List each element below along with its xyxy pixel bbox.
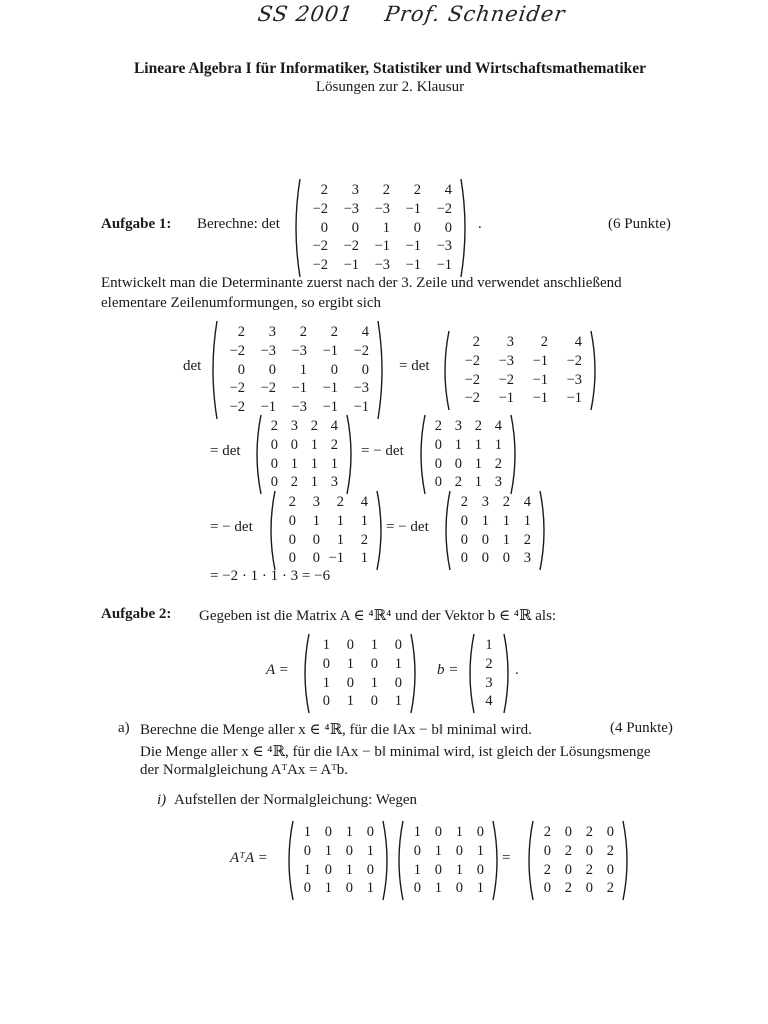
- matrix-entry: −2: [464, 390, 480, 407]
- right-parenthesis: [382, 820, 392, 901]
- matrix-entry: 1: [481, 512, 489, 529]
- matrix-entry: −3: [260, 342, 276, 359]
- matrix-entry: 1: [336, 512, 344, 529]
- matrix-entry: 0: [361, 361, 369, 378]
- matrix-entry: −1: [322, 380, 338, 397]
- matrix-entry: 0: [564, 861, 572, 878]
- matrix-entry: 1: [366, 880, 374, 897]
- matrix-entry: −2: [229, 399, 245, 416]
- matrix-entry: 0: [434, 455, 442, 472]
- left-parenthesis: [300, 633, 310, 714]
- matrix-entry: 0: [394, 637, 402, 653]
- matrix-entry: 2: [494, 455, 502, 472]
- matrix-entry: −3: [291, 399, 307, 416]
- matrix-entry: 0: [460, 512, 468, 529]
- matrix-entry: 0: [370, 693, 378, 710]
- matrix-entry: −2: [312, 200, 328, 217]
- matrix-entry: 3: [268, 324, 276, 340]
- matrix-entry: 3: [485, 674, 493, 691]
- matrix-entry: 1: [382, 219, 390, 236]
- matrix-entry: 1: [346, 655, 354, 672]
- matrix-entry: 2: [270, 418, 278, 434]
- matrix-entry: 0: [288, 550, 296, 567]
- matrix-entry: 0: [290, 436, 298, 453]
- matrix-entry: 1: [290, 455, 298, 472]
- task1-explanation: Entwickelt man die Determinante zuerst nach der 3. Zeile und verwendet anschließend elementare Zeilenumformungen, so ergibt sich: [101, 275, 622, 311]
- matrix-entry: 0: [481, 531, 489, 548]
- matrix-entry: 1: [413, 824, 421, 840]
- matrix-entry: 1: [485, 637, 493, 653]
- matrix-entry: 1: [303, 861, 311, 878]
- matrix-entry: 1: [434, 842, 442, 859]
- matrix-entry: 1: [394, 693, 402, 710]
- matrix-entry: 0: [322, 655, 330, 672]
- matrix-entry: 1: [366, 842, 374, 859]
- matrix-entry: 1: [474, 474, 482, 491]
- matrix-entry: −1: [436, 257, 452, 274]
- matrix-entry: 2: [320, 182, 328, 198]
- matrix-entry: −2: [353, 342, 369, 359]
- matrix-entry: −1: [353, 399, 369, 416]
- right-parenthesis: [590, 330, 600, 411]
- matrix-entry: 0: [502, 550, 510, 567]
- matrix-entry: 2: [540, 334, 548, 350]
- matrix-entry: 0: [460, 550, 468, 567]
- part-a-points: (4 Punkte): [610, 720, 673, 736]
- matrix-entry: 0: [237, 361, 245, 378]
- matrix-entry: 0: [481, 550, 489, 567]
- matrix-entry: 4: [444, 182, 452, 198]
- matrix-entry: 0: [434, 474, 442, 491]
- matrix-entry: 4: [574, 334, 582, 350]
- matrix-entry: 0: [606, 824, 614, 840]
- matrix-entry: 2: [460, 494, 468, 510]
- matrix-entry: −1: [405, 200, 421, 217]
- matrix-entry: −1: [532, 390, 548, 407]
- matrix-entry: −3: [374, 257, 390, 274]
- matrix-entry: −3: [498, 352, 514, 369]
- matrix-entry: 2: [434, 418, 442, 434]
- matrix-entry: 3: [506, 334, 514, 350]
- matrix-entry: 2: [564, 842, 572, 859]
- matrix-entry: −1: [291, 380, 307, 397]
- matrix-entry: 1: [322, 637, 330, 653]
- matrix-entry: 0: [454, 455, 462, 472]
- matrix-entry: 2: [330, 436, 338, 453]
- matrix-entry: 3: [454, 418, 462, 434]
- matrix-entry: 2: [502, 494, 510, 510]
- matrix-entry: 1: [312, 512, 320, 529]
- matrix-entry: 0: [543, 842, 551, 859]
- right-parenthesis: [539, 490, 549, 571]
- matrix-entry: 0: [444, 219, 452, 236]
- matrix-entry: 3: [481, 494, 489, 510]
- matrix-entry: −2: [436, 200, 452, 217]
- matrix-entry: 0: [345, 842, 353, 859]
- matrix-entry: 0: [268, 361, 276, 378]
- matrix-entry: 0: [346, 674, 354, 691]
- matrix-entry: 2: [523, 531, 531, 548]
- matrix-entry: 2: [382, 182, 390, 198]
- matrix-entry: −3: [291, 342, 307, 359]
- matrix-entry: 3: [523, 550, 531, 567]
- matrix-entry: 0: [322, 693, 330, 710]
- matrix-entry: 0: [270, 474, 278, 491]
- matrix-entry: 1: [299, 361, 307, 378]
- matrix-entry: 1: [360, 512, 368, 529]
- matrix-entry: 4: [330, 418, 338, 434]
- right-parenthesis: [410, 633, 420, 714]
- matrix-entry: 2: [543, 861, 551, 878]
- matrix-entry: 2: [336, 494, 344, 510]
- matrix-entry: 2: [472, 334, 480, 350]
- matrix-entry: 2: [299, 324, 307, 340]
- matrix-entry: 1: [454, 436, 462, 453]
- answer-line-2: der Normalgleichung AᵀAx = Aᵀb.: [140, 762, 349, 778]
- matrix-entry: 0: [413, 880, 421, 897]
- matrix-entry: 1: [494, 436, 502, 453]
- matrix-entry: 0: [288, 512, 296, 529]
- eq1-det-label: det: [183, 358, 202, 374]
- matrix-entry: 0: [312, 550, 320, 567]
- matrix-entry: 0: [585, 842, 593, 859]
- eq3-equals-minus-det: = − det: [386, 519, 429, 535]
- matrix-entry: 0: [312, 531, 320, 548]
- matrix-entry: −2: [260, 380, 276, 397]
- matrix-entry: 1: [370, 637, 378, 653]
- part-a-marker: a): [118, 720, 130, 736]
- left-parenthesis: [284, 820, 294, 901]
- matrix-entry: −1: [322, 399, 338, 416]
- matrix-entry: −2: [464, 352, 480, 369]
- matrix-entry: 1: [310, 436, 318, 453]
- ATA-equals: =: [502, 850, 511, 866]
- eq2-equals-det: = det: [210, 443, 241, 459]
- matrix-entry: −1: [532, 352, 548, 369]
- matrix-entry: 2: [606, 880, 614, 897]
- matrix-entry: 0: [455, 880, 463, 897]
- matrix-entry: 0: [434, 861, 442, 878]
- matrix-entry: 2: [585, 861, 593, 878]
- left-parenthesis: [416, 414, 426, 495]
- matrix-entry: 2: [606, 842, 614, 859]
- matrix-entry: −1: [322, 342, 338, 359]
- matrix-entry: 0: [413, 842, 421, 859]
- matrix-entry: 3: [494, 474, 502, 491]
- matrix-entry: 1: [502, 531, 510, 548]
- matrix-entry: 2: [330, 324, 338, 340]
- left-parenthesis: [394, 820, 404, 901]
- matrix-entry: 4: [361, 324, 369, 340]
- matrix-entry: 1: [474, 455, 482, 472]
- matrix-entry: −1: [260, 399, 276, 416]
- matrix-entry: −1: [405, 257, 421, 274]
- right-parenthesis: [346, 414, 356, 495]
- matrix-entry: 4: [523, 494, 531, 510]
- matrix-entry: 1: [434, 880, 442, 897]
- matrix-entry: 3: [290, 418, 298, 434]
- matrix-entry: 1: [336, 531, 344, 548]
- left-parenthesis: [465, 633, 475, 714]
- part-a-text: Berechne die Menge aller x ∈ ⁴ℝ, für die ‖Ax − b‖ minimal wird.: [140, 722, 532, 738]
- matrix-entry: 3: [312, 494, 320, 510]
- matrix-entry: 0: [288, 531, 296, 548]
- eq2-equals-minus-det: = − det: [361, 443, 404, 459]
- matrix-entry: −3: [374, 200, 390, 217]
- left-parenthesis: [208, 320, 218, 420]
- matrix-entry: −3: [436, 238, 452, 255]
- matrix-entry: 0: [366, 861, 374, 878]
- left-parenthesis: [252, 414, 262, 495]
- answer-line-1: Die Menge aller x ∈ ⁴ℝ, für die ‖Ax − b‖ minimal wird, ist gleich der Lösungsmenge: [140, 744, 651, 760]
- matrix-entry: 2: [360, 531, 368, 548]
- right-parenthesis: [460, 178, 470, 278]
- matrix-entry: 2: [310, 418, 318, 434]
- step-i-marker: i): [157, 792, 167, 808]
- matrix-entry: 1: [476, 842, 484, 859]
- matrix-entry: 1: [345, 861, 353, 878]
- matrix-entry: −1: [498, 390, 514, 407]
- matrix-entry: 1: [324, 842, 332, 859]
- matrix-entry: 2: [288, 494, 296, 510]
- matrix-entry: −2: [464, 371, 480, 388]
- matrix-entry: 0: [476, 861, 484, 878]
- matrix-entry: −2: [312, 238, 328, 255]
- matrix-entry: 1: [330, 455, 338, 472]
- ATA-label: AᵀA =: [230, 850, 268, 866]
- matrix-entry: 1: [455, 861, 463, 878]
- matrix-entry: 0: [270, 455, 278, 472]
- matrix-entry: 1: [346, 693, 354, 710]
- matrix-entry: 1: [322, 674, 330, 691]
- matrix-entry: 2: [413, 182, 421, 198]
- matrix-entry: 1: [310, 455, 318, 472]
- vector-b-label: b =: [437, 662, 459, 678]
- matrix-entry: 0: [324, 861, 332, 878]
- matrix-entry: 2: [474, 418, 482, 434]
- matrix-entry: 1: [370, 674, 378, 691]
- matrix-entry: 0: [303, 880, 311, 897]
- task1-prompt: Berechne: det: [197, 216, 280, 232]
- matrix-entry: 1: [345, 824, 353, 840]
- matrix-entry: 0: [606, 861, 614, 878]
- matrix-entry: 1: [523, 512, 531, 529]
- matrix-entry: 2: [237, 324, 245, 340]
- right-parenthesis: [377, 320, 387, 420]
- matrix-entry: −2: [343, 238, 359, 255]
- matrix-entry: −1: [343, 257, 359, 274]
- matrix-entry: −2: [229, 342, 245, 359]
- task2-label: Aufgabe 2:: [101, 606, 172, 622]
- matrix-entry: 1: [310, 474, 318, 491]
- document-title: Lineare Algebra I für Informatiker, Statistiker und Wirtschaftsmathematiker: [133, 60, 647, 77]
- matrix-entry: 2: [564, 880, 572, 897]
- matrix-entry: −1: [328, 550, 344, 567]
- matrix-entry: 0: [543, 880, 551, 897]
- matrix-entry: 4: [485, 693, 493, 710]
- matrix-entry: 2: [454, 474, 462, 491]
- task2-prompt: Gegeben ist die Matrix A ∈ ⁴ℝ⁴ und der Vektor b ∈ ⁴ℝ als:: [199, 608, 557, 624]
- matrix-entry: 2: [585, 824, 593, 840]
- matrix-entry: 1: [413, 861, 421, 878]
- matrix-entry: 3: [351, 182, 359, 198]
- matrix-entry: 0: [455, 842, 463, 859]
- right-parenthesis: [492, 820, 502, 901]
- matrix-entry: 0: [370, 655, 378, 672]
- matrix-entry: 0: [413, 219, 421, 236]
- matrix-entry: 0: [585, 880, 593, 897]
- task1-period: .: [478, 216, 482, 232]
- matrix-entry: 1: [474, 436, 482, 453]
- task1-label: Aufgabe 1:: [101, 216, 172, 232]
- matrix-entry: 0: [366, 824, 374, 840]
- left-parenthesis: [441, 490, 451, 571]
- matrix-entry: 0: [303, 842, 311, 859]
- matrix-entry: −2: [498, 371, 514, 388]
- left-parenthesis: [291, 178, 301, 278]
- right-parenthesis: [503, 633, 513, 714]
- handwritten-professor: Prof. Schneider: [383, 2, 568, 26]
- matrix-A-label: A =: [266, 662, 289, 678]
- matrix-entry: 0: [434, 824, 442, 840]
- matrix-entry: 1: [455, 824, 463, 840]
- matrix-entry: 0: [460, 531, 468, 548]
- left-parenthesis: [440, 330, 450, 411]
- matrix-entry: 0: [346, 637, 354, 653]
- matrix-entry: −2: [229, 380, 245, 397]
- matrix-entry: 0: [330, 361, 338, 378]
- matrix-entry: −1: [532, 371, 548, 388]
- matrix-entry: −1: [405, 238, 421, 255]
- matrix-entry: −1: [566, 390, 582, 407]
- matrix-entry: 1: [476, 880, 484, 897]
- matrix-entry: 1: [502, 512, 510, 529]
- handwritten-semester: SS 2001: [256, 2, 356, 26]
- matrix-entry: 2: [543, 824, 551, 840]
- matrix-entry: 1: [360, 550, 368, 567]
- matrix-entry: −3: [343, 200, 359, 217]
- matrix-entry: 4: [360, 494, 368, 510]
- matrix-entry: 0: [320, 219, 328, 236]
- matrix-entry: 0: [324, 824, 332, 840]
- matrix-entry: 1: [394, 655, 402, 672]
- matrix-entry: 4: [494, 418, 502, 434]
- matrix-entry: 0: [476, 824, 484, 840]
- matrix-entry: 0: [351, 219, 359, 236]
- right-parenthesis: [510, 414, 520, 495]
- document-subtitle: Lösungen zur 2. Klausur: [315, 79, 465, 95]
- right-parenthesis: [376, 490, 386, 571]
- matrix-entry: −2: [566, 352, 582, 369]
- matrix-entry: 2: [290, 474, 298, 491]
- matrix-entry: 0: [345, 880, 353, 897]
- matrix-entry: −2: [312, 257, 328, 274]
- right-parenthesis: [622, 820, 632, 901]
- matrix-entry: 3: [330, 474, 338, 491]
- matrix-entry: 2: [485, 655, 493, 672]
- matrix-entry: −3: [566, 371, 582, 388]
- matrix-entry: −3: [353, 380, 369, 397]
- step-i-text: Aufstellen der Normalgleichung: Wegen: [174, 792, 418, 808]
- left-parenthesis: [266, 490, 276, 571]
- matrix-entry: −1: [374, 238, 390, 255]
- eq3-equals-minus-det: = − det: [210, 519, 253, 535]
- left-parenthesis: [524, 820, 534, 901]
- matrix-entry: 0: [394, 674, 402, 691]
- matrix-entry: 1: [303, 824, 311, 840]
- task1-result: = −2 · 1 · 1 · 3 = −6: [210, 568, 331, 584]
- eq1-equals-det: = det: [399, 358, 430, 374]
- matrix-entry: 1: [324, 880, 332, 897]
- matrix-entry: 0: [270, 436, 278, 453]
- vector-b-period: .: [515, 662, 519, 678]
- matrix-entry: 0: [434, 436, 442, 453]
- matrix-entry: 0: [564, 824, 572, 840]
- task1-points: (6 Punkte): [608, 216, 671, 232]
